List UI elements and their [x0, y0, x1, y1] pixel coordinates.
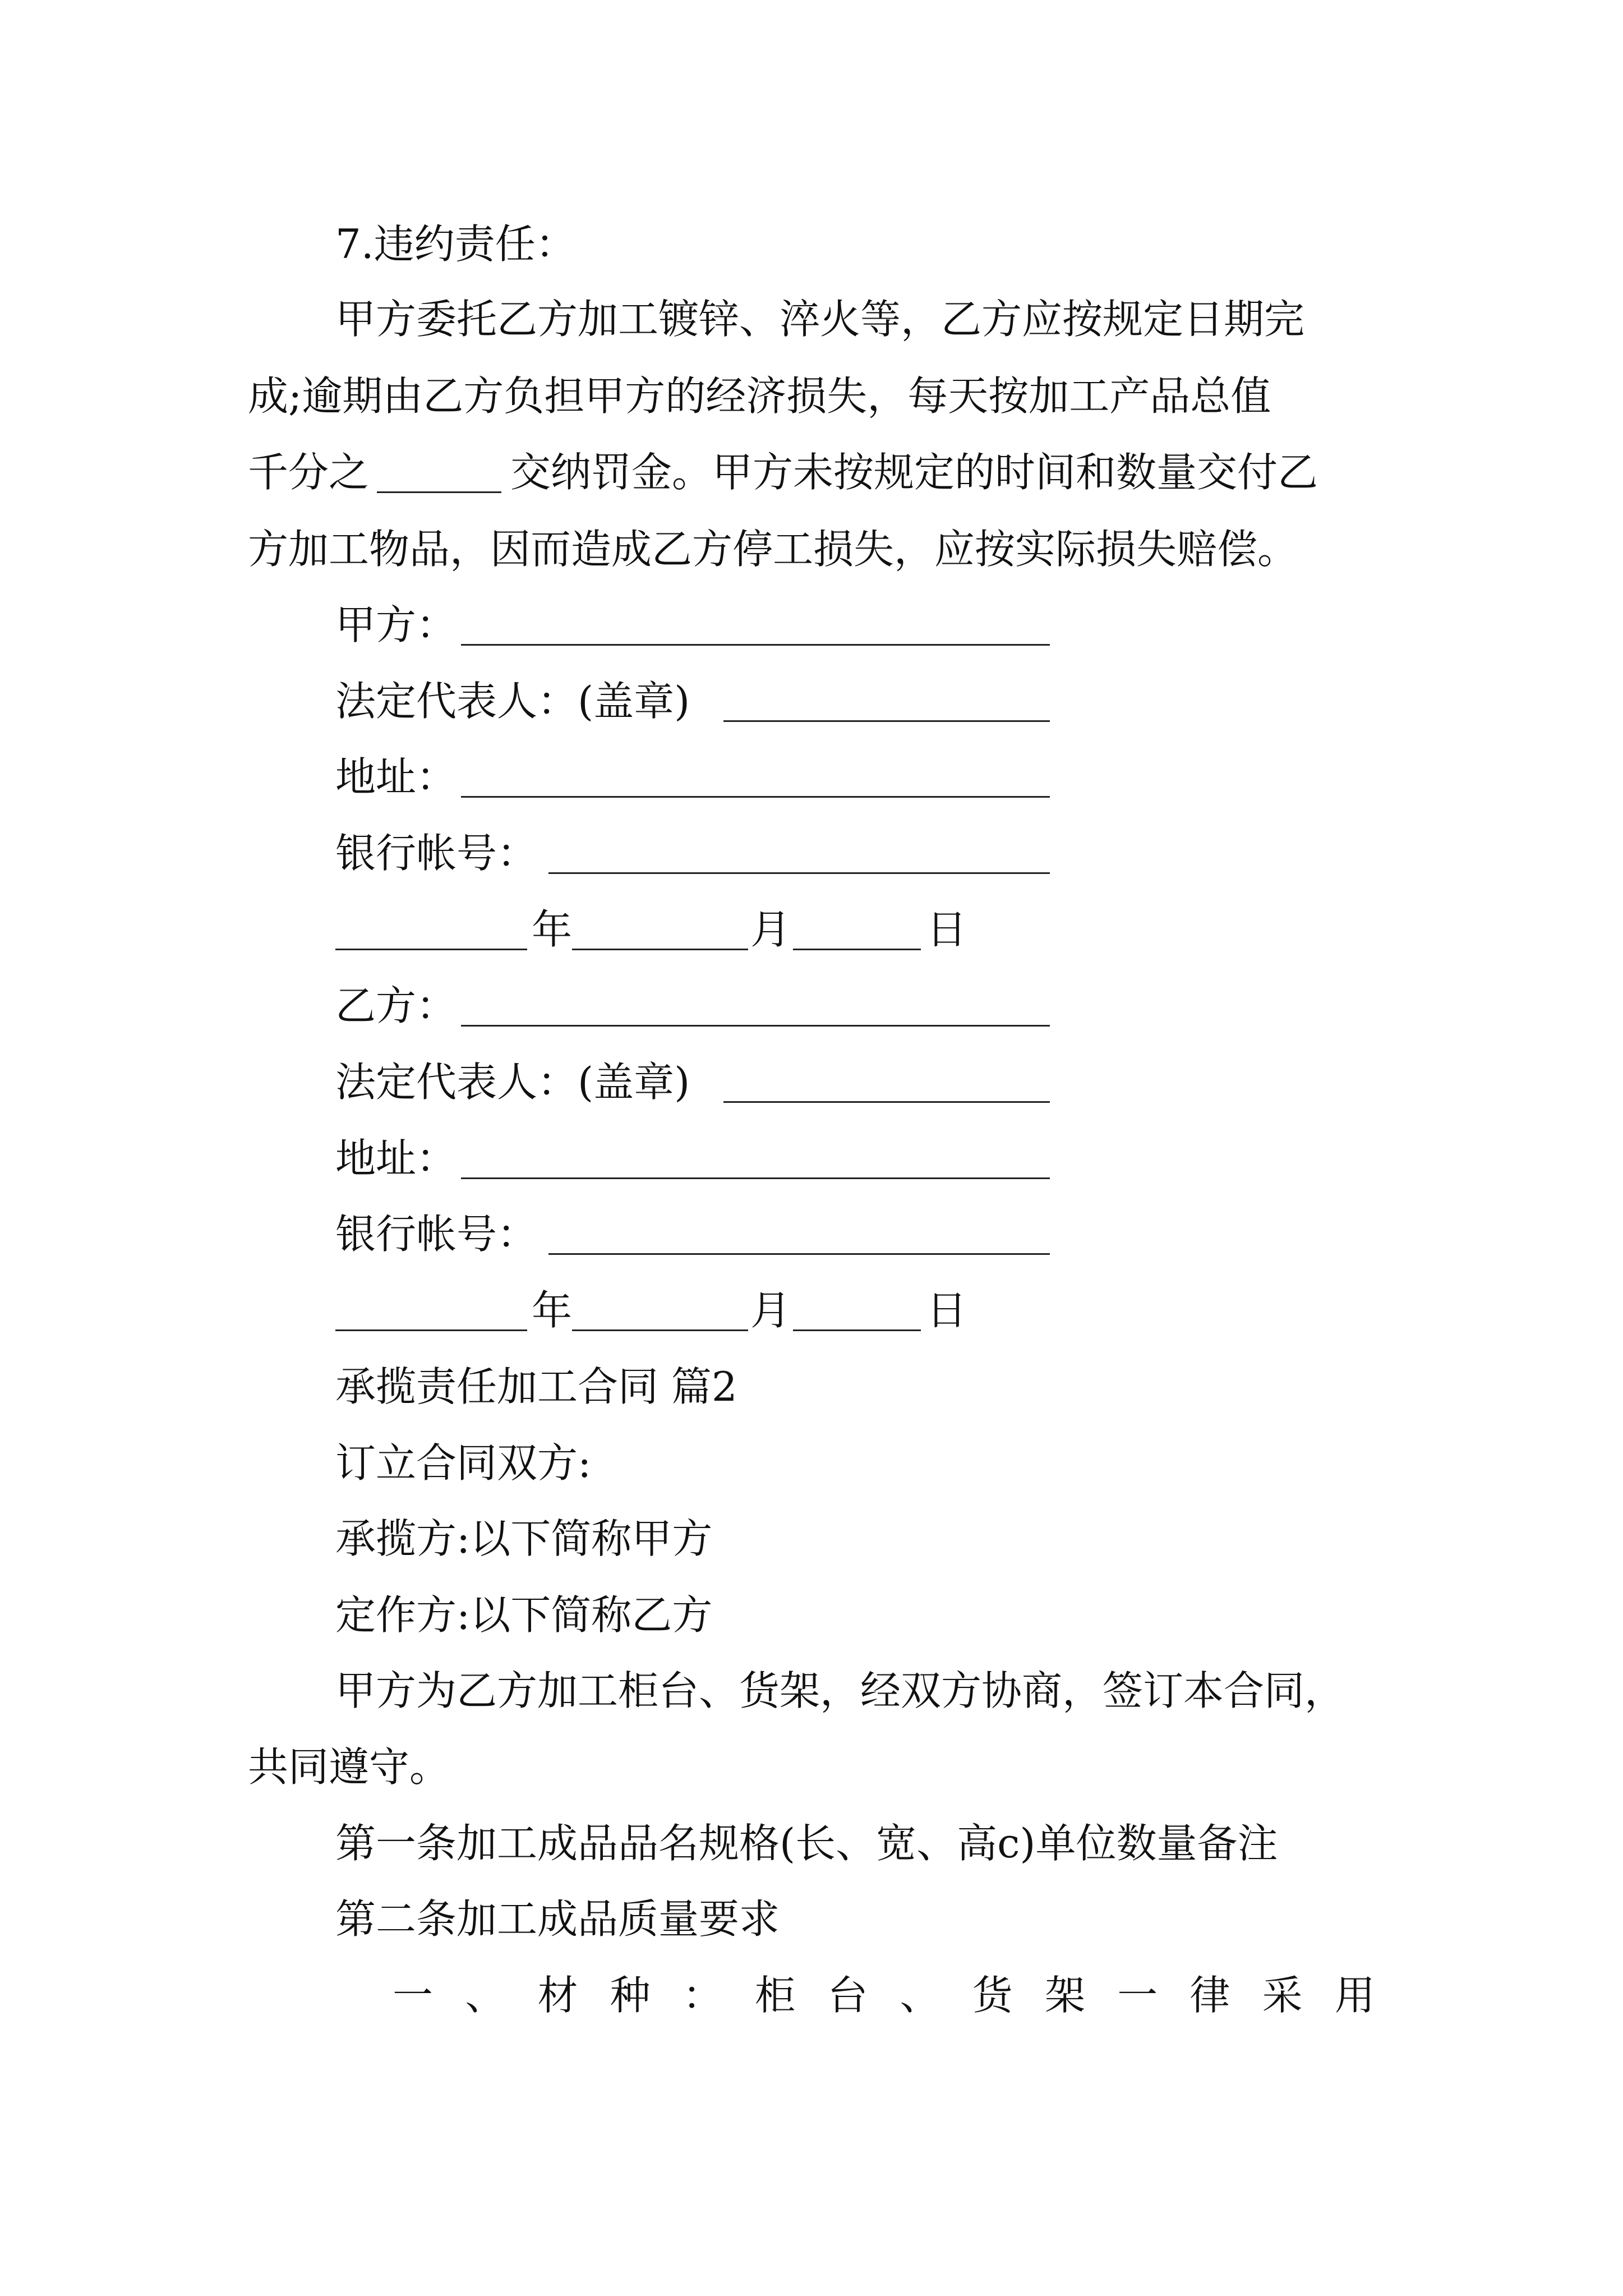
party-b-label: 乙方：	[335, 982, 457, 1029]
text-char: 一	[393, 1972, 434, 2019]
party-a-label: 甲方：	[335, 601, 457, 648]
contract-2-item-1	[393, 1972, 1375, 2019]
text-char: ：	[682, 1972, 723, 2019]
party-a-blank[interactable]	[461, 644, 1050, 646]
text-char: 架	[1044, 1972, 1085, 2019]
party-b-year-blank[interactable]	[335, 1329, 527, 1331]
party-b-bank-blank[interactable]	[548, 1253, 1050, 1255]
party-b-address-label: 地址：	[335, 1135, 457, 1182]
party-a-day-blank[interactable]	[793, 949, 921, 950]
text-char: 一	[1117, 1972, 1158, 2019]
contract-2-article-2: 第二条加工成品质量要求	[335, 1895, 780, 1943]
contract-2-parties-intro: 订立合同双方:	[335, 1439, 592, 1487]
paragraph-line: 成;逾期由乙方负担甲方的经济损失，每天按加工产品总值	[248, 372, 1271, 420]
party-b-bank-label: 银行帐号：	[335, 1211, 538, 1258]
party-a-bank-label: 银行帐号：	[335, 830, 538, 877]
party-a-year-label: 年	[532, 906, 573, 953]
paragraph-line-prefix: 千分之	[248, 449, 370, 496]
party-a-address-blank[interactable]	[461, 796, 1050, 798]
party-b-day-label: 日	[926, 1287, 967, 1334]
contract-2-intro-line: 甲方为乙方加工柜台、货架，经双方协商，签订本合同，	[335, 1667, 1345, 1714]
text-char: 、	[900, 1972, 940, 2019]
paragraph-line-suffix: 交纳罚金。甲方未按规定的时间和数量交付乙	[510, 449, 1318, 496]
paragraph-line: 方加工物品，因而造成乙方停工损失，应按实际损失赔偿。	[248, 526, 1298, 573]
text-char: 材	[537, 1972, 578, 2019]
text-char: 柜	[755, 1972, 796, 2019]
party-a-rep-label: 法定代表人：(盖章)	[335, 678, 690, 725]
party-a-rep-blank[interactable]	[723, 720, 1050, 722]
party-a-address-label: 地址：	[335, 753, 457, 800]
text-char: 采	[1262, 1972, 1303, 2019]
party-b-month-blank[interactable]	[572, 1329, 748, 1331]
contract-2-title: 承揽责任加工合同 篇2	[335, 1363, 737, 1410]
party-b-blank[interactable]	[461, 1025, 1050, 1027]
party-a-day-label: 日	[926, 906, 967, 953]
party-a-month-label: 月	[750, 906, 791, 953]
text-char: 用	[1334, 1972, 1375, 2019]
party-a-bank-blank[interactable]	[548, 872, 1050, 874]
paragraph-line: 甲方委托乙方加工镀锌、淬火等，乙方应按规定日期完	[335, 296, 1305, 343]
party-a-year-blank[interactable]	[335, 949, 527, 950]
fill-in-blank[interactable]	[377, 491, 501, 493]
party-b-day-blank[interactable]	[793, 1329, 921, 1331]
contract-2-article-1: 第一条加工成品品名规格(长、宽、高c)单位数量备注	[335, 1820, 1278, 1867]
party-b-rep-blank[interactable]	[723, 1101, 1050, 1103]
party-b-month-label: 月	[750, 1287, 791, 1334]
text-char: 律	[1189, 1972, 1230, 2019]
contract-2-orderer: 定作方:以下简称乙方	[335, 1591, 713, 1639]
contract-2-intro-line: 共同遵守。	[248, 1743, 450, 1791]
party-b-rep-label: 法定代表人：(盖章)	[335, 1059, 690, 1106]
party-b-year-label: 年	[532, 1287, 573, 1334]
text-char: 种	[610, 1972, 651, 2019]
section-7-title: 7.违约责任：	[335, 220, 576, 268]
party-a-month-blank[interactable]	[572, 949, 748, 950]
text-char: 货	[972, 1972, 1013, 2019]
text-char: 台	[827, 1972, 868, 2019]
contract-2-contractor: 承揽方:以下简称甲方	[335, 1515, 713, 1562]
text-char: 、	[465, 1972, 506, 2019]
party-b-address-blank[interactable]	[461, 1177, 1050, 1179]
